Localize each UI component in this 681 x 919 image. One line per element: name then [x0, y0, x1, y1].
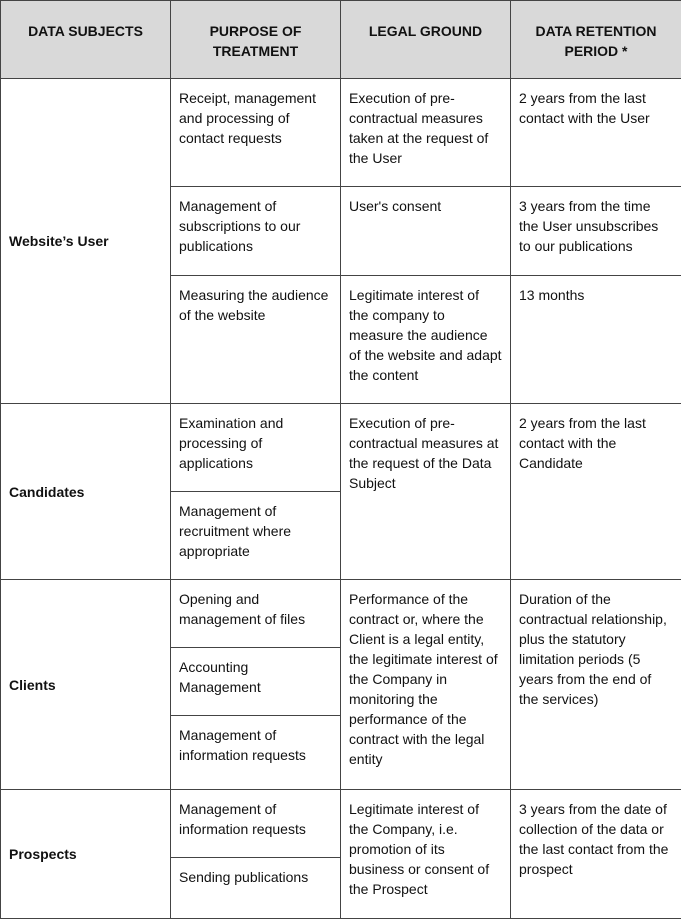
- purpose-cell: Management of information requests: [171, 790, 341, 858]
- table-row: [1, 79, 681, 187]
- retention-cell: 3 years from the time the User unsubscribes to our publications: [511, 187, 681, 276]
- legal-ground-cell: Legitimate interest of the Company, i.e. promotion of its business or consent of the Prospect: [341, 790, 511, 919]
- retention-cell: 13 months: [511, 276, 681, 404]
- retention-cell: 2 years from the last contact with the User: [511, 79, 681, 187]
- purpose-cell: Management of subscriptions to our publications: [171, 187, 341, 276]
- purpose-cell: Management of information requests: [171, 716, 341, 790]
- subject-cell: Prospects: [1, 790, 171, 919]
- header-purpose-of-treatment: PURPOSE OF TREATMENT: [171, 1, 341, 79]
- retention-cell: Duration of the contractual relationship, plus the statutory limitation periods (5 years from the end of the services): [511, 580, 681, 790]
- header-data-retention-period: DATA RETENTION PERIOD *: [511, 1, 681, 79]
- header-data-subjects: DATA SUBJECTS: [1, 1, 171, 79]
- legal-ground-cell: Legitimate interest of the company to measure the audience of the website and adapt the content: [341, 276, 511, 404]
- purpose-cell: Receipt, management and processing of contact requests: [171, 79, 341, 187]
- retention-cell: 2 years from the last contact with the Candidate: [511, 404, 681, 580]
- header-row: [1, 1, 681, 79]
- purpose-cell: Accounting Management: [171, 648, 341, 716]
- purpose-cell: Measuring the audience of the website: [171, 276, 341, 404]
- purpose-cell: Sending publications: [171, 858, 341, 919]
- retention-cell: 3 years from the date of collection of the data or the last contact from the prospect: [511, 790, 681, 919]
- header-legal-ground: LEGAL GROUND: [341, 1, 511, 79]
- legal-ground-cell: User's consent: [341, 187, 511, 276]
- purpose-cell: Management of recruitment where appropriate: [171, 492, 341, 580]
- legal-ground-cell: Execution of pre-contractual measures at the request of the Data Subject: [341, 404, 511, 580]
- purpose-cell: Opening and management of files: [171, 580, 341, 648]
- legal-ground-cell: Performance of the contract or, where the Client is a legal entity, the legitimate interest of the Company in monitoring the performance of the contract with the legal entity: [341, 580, 511, 790]
- table-row: [1, 404, 681, 492]
- table-row: [1, 790, 681, 858]
- subject-cell: Clients: [1, 580, 171, 790]
- subject-cell: Website’s User: [1, 79, 171, 404]
- legal-ground-cell: Execution of pre-contractual measures taken at the request of the User: [341, 79, 511, 187]
- table-row: [1, 580, 681, 648]
- subject-cell: Candidates: [1, 404, 171, 580]
- purpose-cell: Examination and processing of applications: [171, 404, 341, 492]
